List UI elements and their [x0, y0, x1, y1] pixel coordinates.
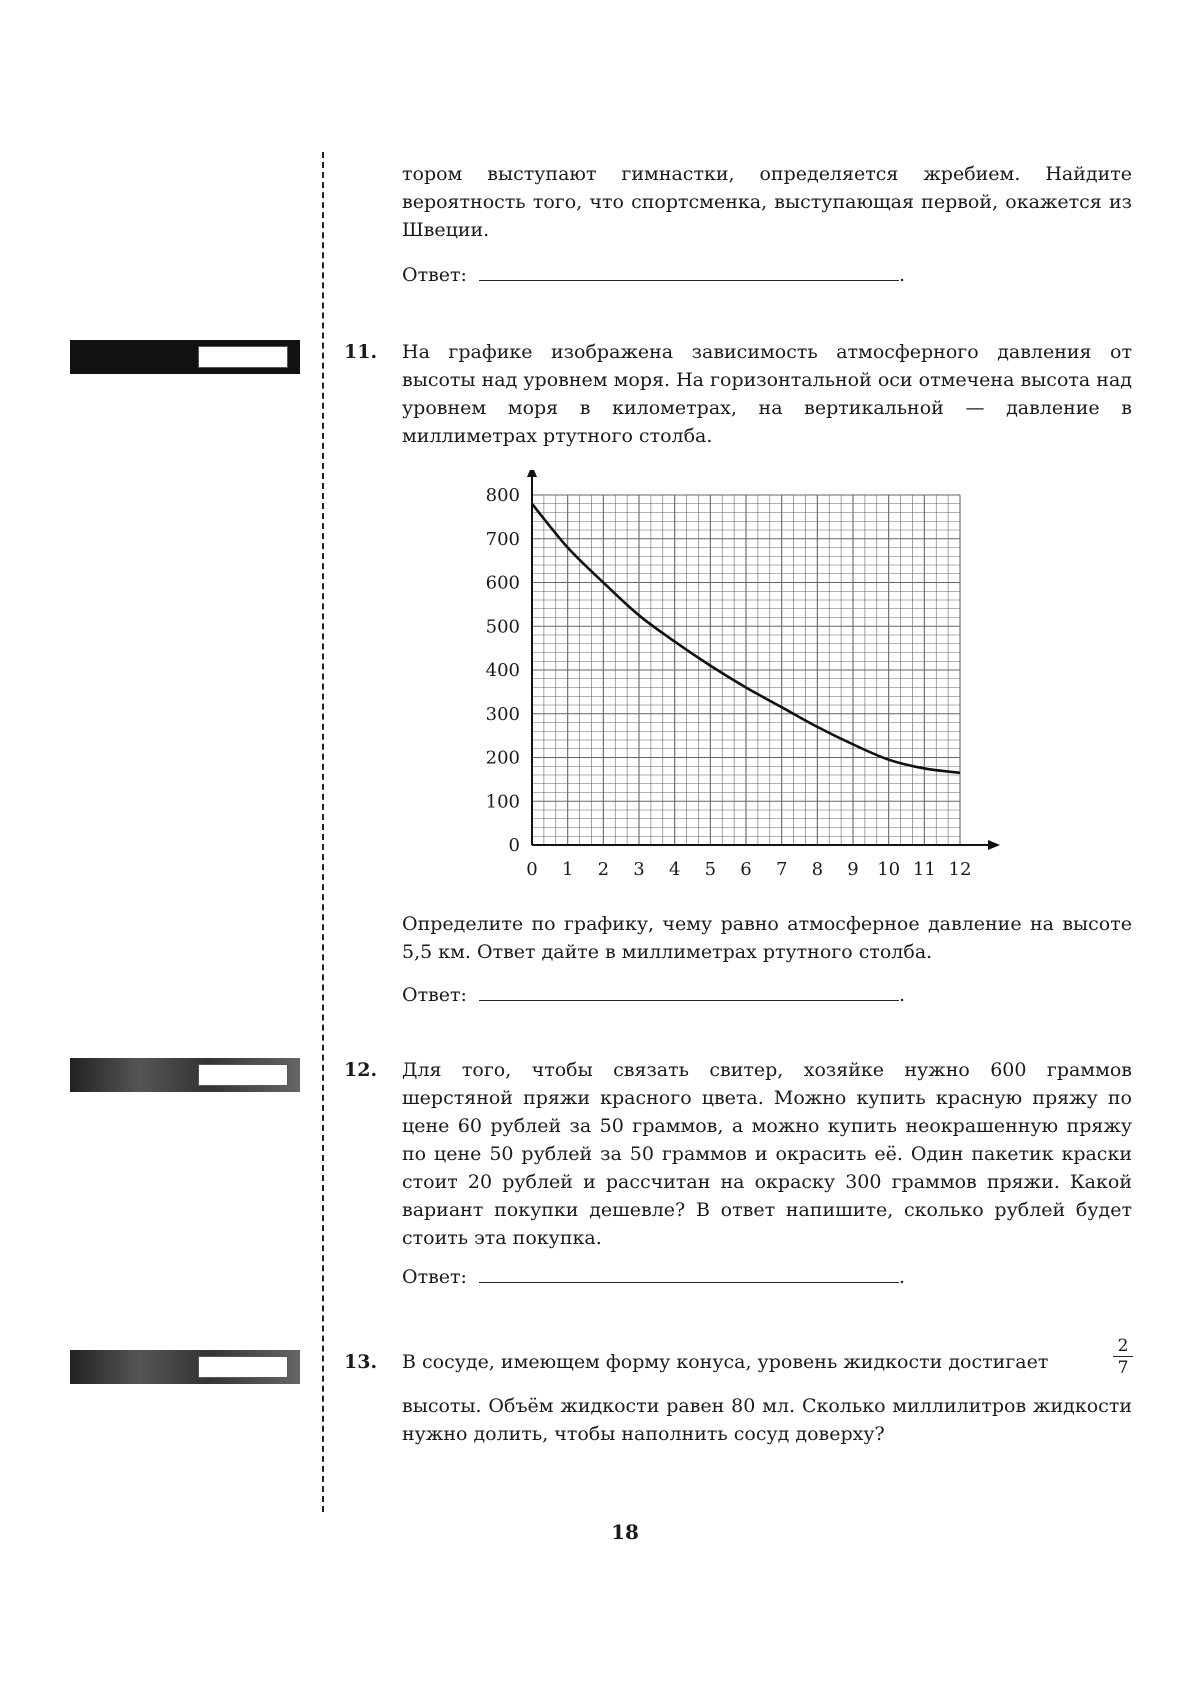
q10-answer-label: Ответ:	[402, 264, 467, 286]
q13-text-a: В сосуде, имеющем форму конуса, уровень жидкости достигает	[402, 1351, 1049, 1373]
y-tick-label: 600	[485, 572, 520, 594]
q11-text: На графике изображена зависимость атмосферного давления от высоты над уровнем моря. На горизонтальной оси отмечена высота над уровнем моря в километрах, на вертикальной — давление в миллиметрах ртутного столба.	[402, 341, 1132, 447]
q13-text-b: высоты. Объём жидкости равен 80 мл. Сколько миллилитров жидкости нужно долить, чтобы наполнить сосуд доверху?	[402, 1395, 1132, 1445]
cut-line	[322, 152, 324, 1512]
x-tick-label: 3	[633, 859, 645, 880]
q11-answer-field[interactable]	[479, 982, 899, 1001]
q12-answer-box	[70, 1058, 300, 1092]
q12-number: 12.	[344, 1059, 378, 1081]
y-tick-label: 400	[485, 660, 520, 681]
x-axis-arrow	[988, 840, 1000, 850]
q12-answer: Ответ: .	[402, 1266, 905, 1288]
x-tick-label: 7	[775, 859, 788, 880]
x-tick-label: 0	[526, 859, 538, 880]
y-axis-arrow	[527, 470, 537, 477]
x-tick-label: 8	[811, 859, 824, 880]
q13-frac-den: 7	[1117, 1358, 1129, 1378]
x-tick-label: 10	[877, 859, 901, 880]
y-tick-label: 100	[485, 791, 520, 813]
x-tick-label: 1	[561, 859, 574, 880]
q12-text: Для того, чтобы связать свитер, хозяйке нужно 600 граммов шерстяной пряжи красного цвета. Можно купить красную пряжу по цене 60 рублей за 50 граммов, а можно купить неокрашенную пряжу по цене 50 рублей за 50 граммов и окрасить её. Один пакетик краски стоит 20 рублей и рассчитан на окраску 300 граммов пряжи. Какой вариант покупки дешевле? В ответ напишите, сколько рублей будет стоить эта покупка.	[402, 1059, 1132, 1249]
y-tick-label: 0	[508, 835, 520, 856]
q10-answer-field[interactable]	[479, 262, 899, 281]
q12-answer-label: Ответ:	[402, 1266, 467, 1288]
q13-frac-num: 2	[1113, 1336, 1133, 1357]
q13-answer-box	[70, 1350, 300, 1384]
x-tick-label: 5	[704, 859, 717, 880]
x-tick-label: 4	[668, 859, 681, 880]
x-tick-label: 2	[597, 859, 610, 880]
q11-number: 11.	[344, 341, 378, 363]
x-tick-label: 12	[948, 859, 972, 880]
pressure-chart	[460, 470, 1000, 890]
y-tick-label: 800	[485, 485, 520, 506]
q13-box-field[interactable]	[198, 1356, 288, 1378]
q12-answer-field[interactable]	[479, 1264, 899, 1283]
q11-answer-label: Ответ:	[402, 984, 467, 1006]
y-tick-label: 200	[485, 747, 520, 769]
q11-answer: Ответ: .	[402, 984, 905, 1006]
y-tick-label: 300	[485, 703, 520, 725]
q10-text: тором выступают гимнастки, определяется жребием. Найдите вероятность того, что спортсменка, выступающая первой, окажется из Швеции.	[402, 163, 1132, 241]
q13-fraction	[1113, 1336, 1133, 1379]
q12-box-field[interactable]	[198, 1064, 288, 1086]
page-number: 18	[611, 1520, 639, 1544]
x-tick-label: 11	[912, 859, 936, 880]
q13-number: 13.	[344, 1351, 378, 1373]
y-tick-label: 500	[485, 616, 520, 638]
q11-answer-box	[70, 340, 300, 374]
q11-box-field[interactable]	[198, 346, 288, 368]
q11-question: Определите по графику, чему равно атмосферное давление на высоте 5,5 км. Ответ дайте в миллиметрах ртутного столба.	[402, 913, 1132, 963]
x-tick-label: 6	[740, 859, 752, 880]
y-tick-label: 700	[485, 528, 520, 550]
q10-answer: Ответ: .	[402, 264, 905, 286]
x-tick-label: 9	[847, 859, 859, 880]
